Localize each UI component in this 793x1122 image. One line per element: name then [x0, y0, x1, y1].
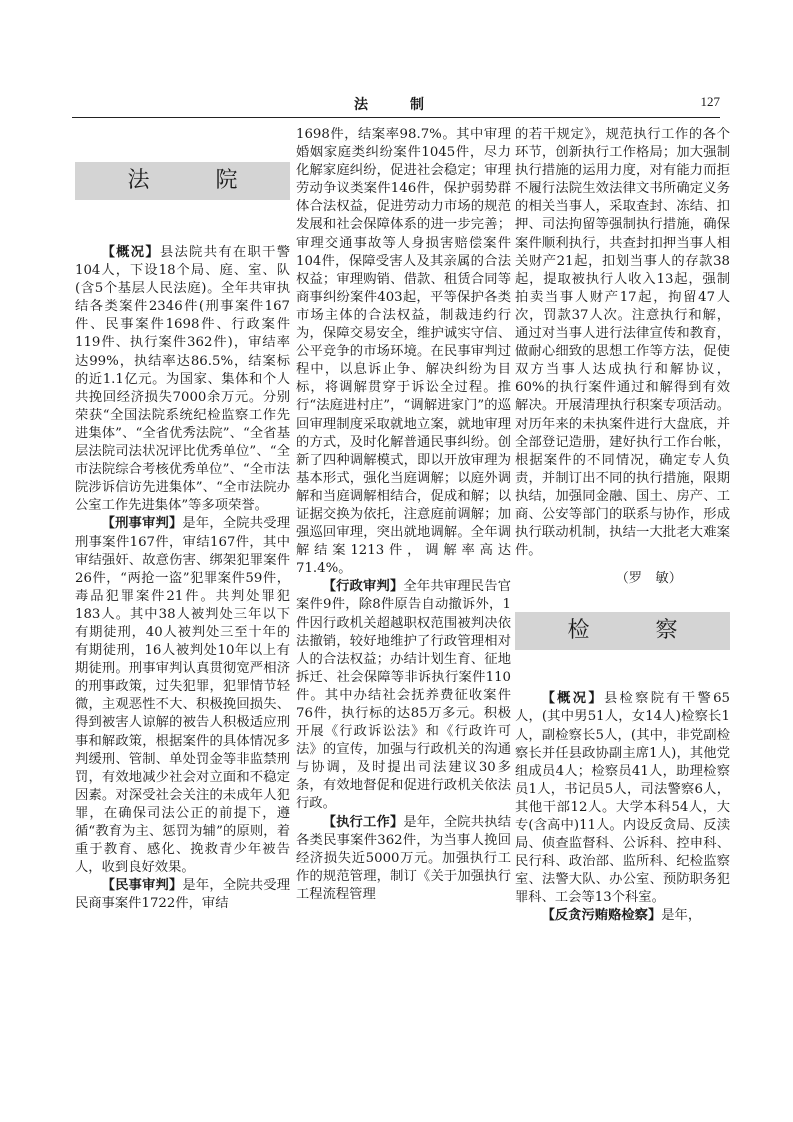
header-rule	[72, 117, 720, 118]
column-2	[296, 126, 511, 904]
anticorruption-text: 是年，	[661, 908, 702, 924]
court-overview-paragraph	[75, 244, 290, 515]
column-3	[515, 126, 730, 926]
page-number: 127	[700, 94, 720, 109]
anticorruption-tag: 【反贪污贿赂检察】	[541, 908, 662, 924]
execution-continued: 的若干规定》，规范执行工作的各个环节，创新执行工作格局；加大强制执行措施的运用力度，对有能力而拒不履行法院生效法律文书所确定义务的相关当事人，采取查封、冻结、扣押、司法拘留等强制执行措施，确保案件顺利执行，共查封扣押当事人相关财产21起，扣划当事人的存款38起，提取被执行人收入13起，强制拍卖当事人财产17起，拘留47人次，罚款37人次。注意执行和解，通过对当事人进行法律宣传和教育，做耐心细致的思想工作等方法，促使双方当事人达成执行和解协议，60%的执行案件通过和解得到有效解决。开展清理执行积案专项活动。对历年来的未执案件进行大盘底，并全部登记造册，建好执行工作台帐，根据案件的不同情况，确定专人负责，并制订出不同的执行措施，限期执结，加强同金融、国土、房产、工商、公安等部门的联系与协作，形成执行联动机制，执结一大批老大难案件。	[515, 127, 730, 559]
page-header	[72, 92, 720, 116]
civil-trial-tag: 【民事审判】	[101, 878, 183, 894]
civil-trial-text: 是年，全院共受理民商事案件1722件，审结	[75, 878, 291, 912]
court-author: （罗 敏）	[615, 571, 682, 587]
civil-trial-continued: 1698件，结案率98.7%。其中审理婚姻家庭类纠纷案件1045件，尽力化解家庭纠纷，促进社会稳定；审理劳动争议类案件146件，保护弱势群体合法权益，促进劳动力市场的规范发展和社会保障体系的进一步完善；审理交通事故等人身损害赔偿案件104件，保障受害人及其亲属的合法权益；审理购销、借款、租赁合同等商事纠纷案件403起，平等保护各类市场主体的合法权益，制裁违约行为，保障交易安全，维护诚实守信、公平竞争的市场环境。在民事审判过程中，以息诉止争、解决纠纷为目标，将调解贯穿于诉讼全过程。推行“法庭进村庄”，“调解进家门”的巡回审理制度采取就地立案，就地审理的方式，及时化解普通民事纠纷。创新了四种调解模式，即以开放审理为基本形式，强化当庭调解；以庭外调解和当庭调解相结合，促成和解；以证据交换为依托，注意庭前调解；加强巡回审理，突出就地调解。全年调解结案1213件，调解率高达71.4%。	[296, 127, 511, 577]
running-head-title: 法 制	[354, 97, 438, 113]
court-section-title: 法 院	[75, 162, 290, 200]
admin-trial-text: 全年共审理民告官案件9件，除8件原告自动撤诉外，1件因行政机关超越职权范围被判决依法撤销，较好地维护了行政管理相对人的合法权益；办结计划生育、征地拆迁、社会保障等非诉执行案件110件。其中办结社会抚养费征收案件76件，执行标的达85万多元。积极开展《行政诉讼法》和《行政许可法》的宣传，加强与行政机关的沟通与协调，及时提出司法建议30多条，有效地督促和促进行政机关依法行政。	[296, 579, 512, 812]
criminal-trial-text: 是年，全院共受理刑事案件167件，审结167件，其中审结强奸、故意伤害、绑架犯罪案件26件，“两抢一盗”犯罪案件59件，毒品犯罪案件21件。共判处罪犯183人。其中38人被判处三年以下有期徒刑，40人被判处三至十年的有期徒刑，16人被判处10年以上有期徒刑。刑事审判认真贯彻宽严相济的刑事政策，过失犯罪，犯罪情节轻微，主观恶性不大、积极挽回损失、得到被害人谅解的被告人积极适应刑事和解政策，根据案件的具体情况多判缓刑、管制、单处罚金等非监禁刑罚，有效地减少社会对立面和不稳定因素。对深受社会关注的未成年人犯罪，在确保司法公正的前提下，遵循“教育为主、惩罚为辅”的原则，着重于教育、感化、挽救青少年被告人，收到良好效果。	[75, 516, 291, 876]
execution-tag: 【执行工作】	[322, 814, 404, 830]
procuratorate-section-title: 检 察	[515, 612, 730, 650]
criminal-trial-tag: 【刑事审判】	[101, 516, 183, 532]
criminal-trial-paragraph	[75, 515, 290, 877]
execution-text: 是年，全院共执结各类民事案件362件，为当事人挽回经济损失近5000万元。加强执行工作的规范管理，制订《关于加强执行工程流程管理	[296, 814, 512, 902]
admin-trial-tag: 【行政审判】	[322, 579, 404, 595]
civil-trial-paragraph	[75, 877, 290, 913]
court-overview-text: 县法院共有在职干警104人，下设18个局、庭、室、队(含5个基层人民法庭)。全年共审执结各类案件2346件(刑事案件167件、民事案件1698件、行政案件119件、执行案件362件)，审结率达99%，执结率达86.5%，结案标的近1.1亿元。为国家、集体和个人共挽回经济损失7000余万元。分别荣获“全国法院系统纪检监察工作先进集体”、“全省优秀法院”、“全省基层法院司法状况评比优秀单位”、“全市法院综合考核优秀单位”、“全市法院涉诉信访先进集体”、“全市法院办公室工作先进集体”等多项荣誉。	[75, 245, 291, 514]
anticorruption-paragraph	[515, 907, 730, 925]
admin-trial-paragraph	[296, 578, 511, 813]
procuratorate-overview-tag: 【概况】	[541, 691, 604, 707]
court-overview-tag: 【概况】	[101, 245, 160, 260]
execution-paragraph	[296, 814, 511, 904]
column-1	[75, 140, 290, 913]
procuratorate-overview-text: 县检察院有干警65人，(其中男51人，女14人)检察长1人，副检察长5人，(其中，非党副检察长并任县政协副主席1人)，其他党组成员4人；检察员41人，助理检察员1人，书记员5人，司法警察6人，其他干部12人。大学本科54人，大专(含高中)11人。内设反贪局、反渎局、侦查监督科、公诉科、控申科、民行科、政治部、监所科、纪检监察室、法警大队、办公室、预防职务犯罪科、工会等13个科室。	[515, 691, 730, 906]
procuratorate-overview-paragraph	[515, 690, 730, 907]
